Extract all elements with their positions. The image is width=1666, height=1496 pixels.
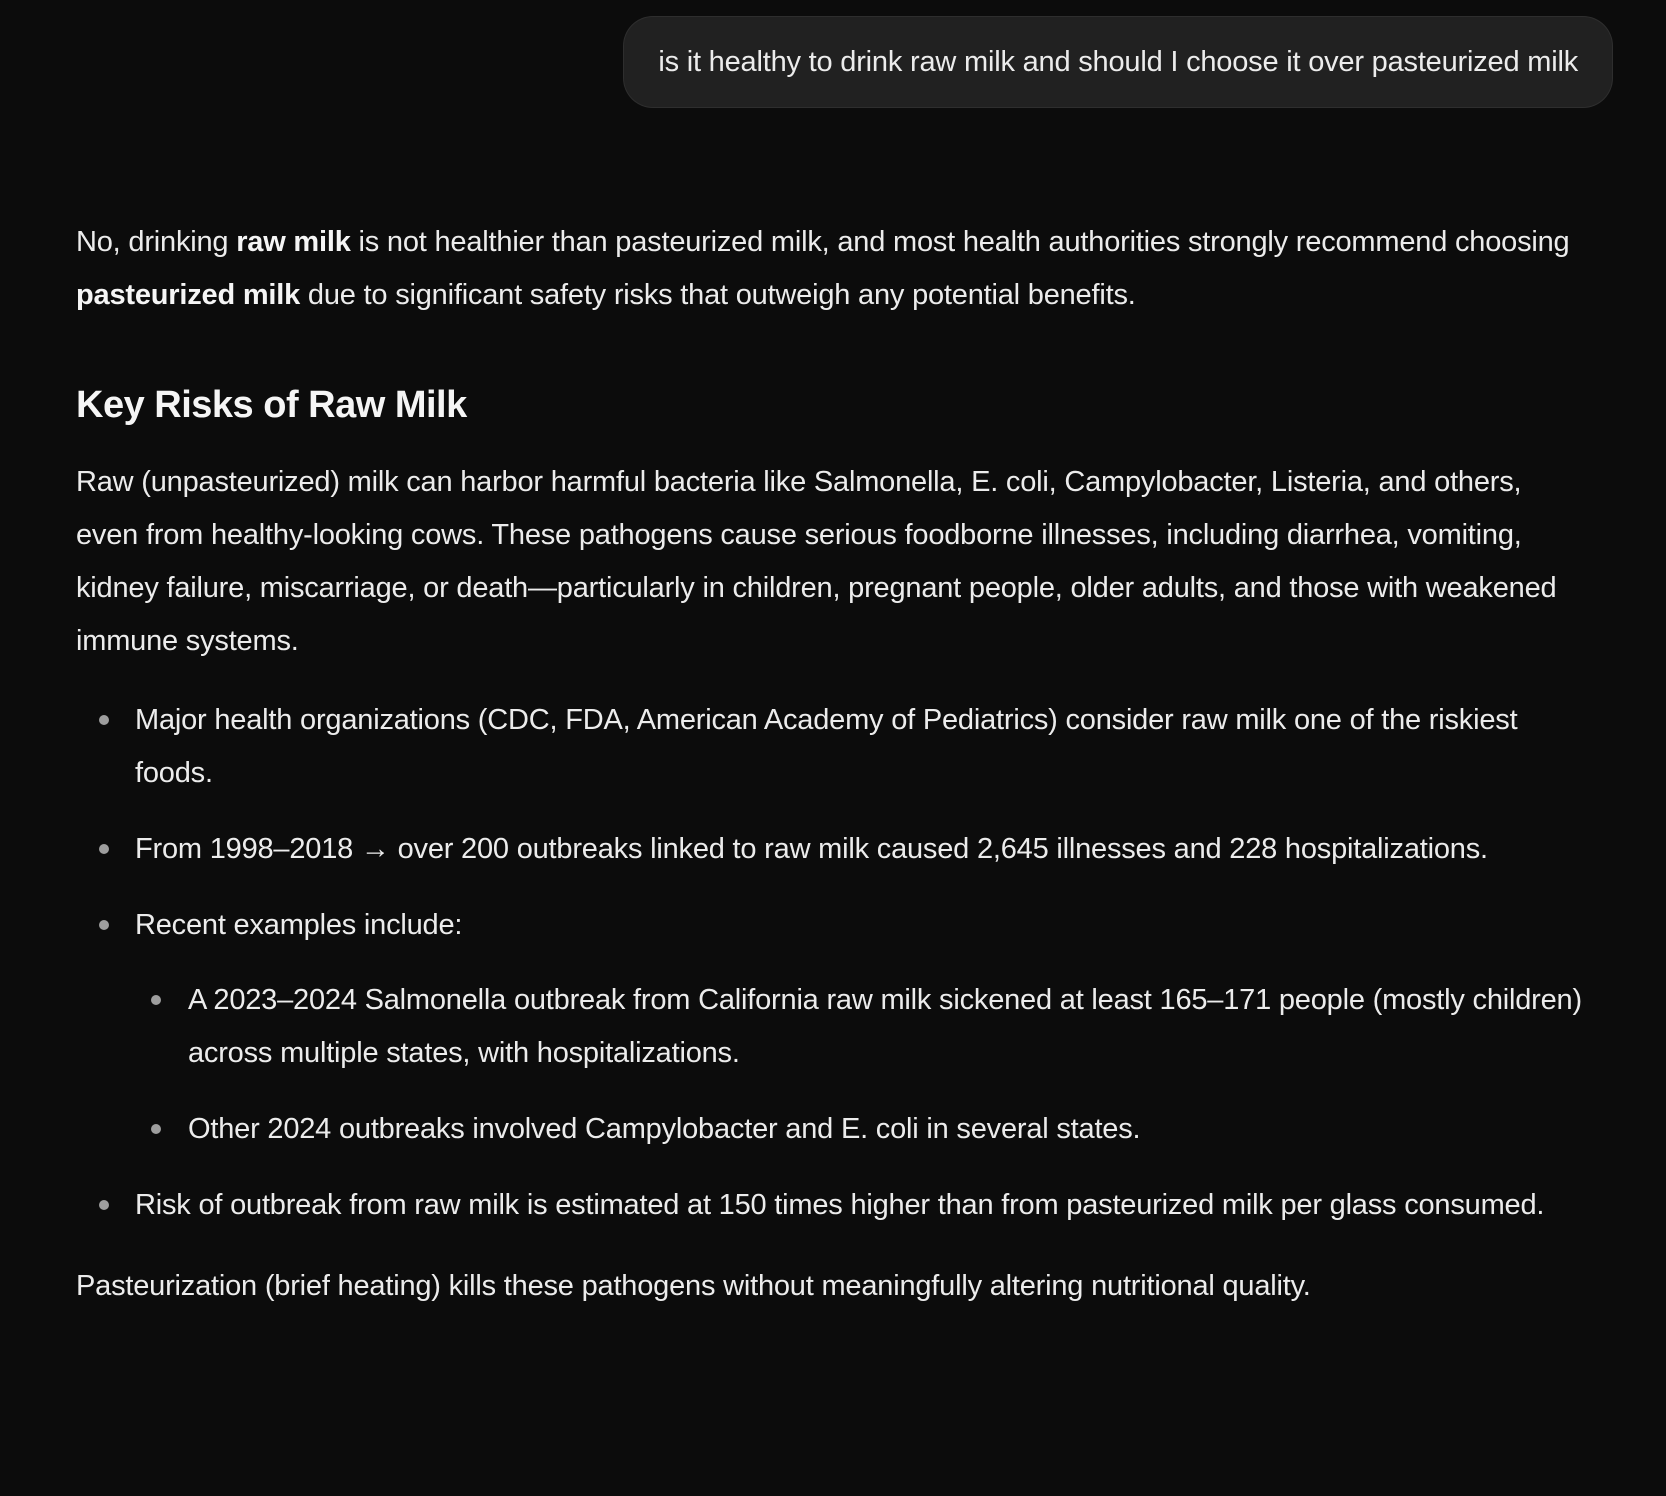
nested-list-item [135, 974, 1591, 1080]
closing-paragraph: Pasteurization (brief heating) kills these pathogens without meaningfully altering nutritional quality. [76, 1270, 1311, 1302]
intro-segment: No, drinking [76, 226, 237, 258]
list-item [76, 1179, 1591, 1232]
nested-list-item [135, 1103, 1591, 1156]
intro-paragraph [76, 216, 1591, 322]
list-item-text: Risk of outbreak from raw milk is estimated at 150 times higher than from pasteurized milk per glass consumed. [135, 1189, 1545, 1221]
risk-bullet-list [76, 694, 1591, 1232]
intro-segment-bold: raw milk [236, 226, 351, 258]
list-item [76, 823, 1591, 876]
assistant-message [76, 216, 1591, 1313]
intro-segment-bold: pasteurized milk [76, 279, 301, 311]
list-item-text: Other 2024 outbreaks involved Campylobacter and E. coli in several states. [188, 1113, 1141, 1145]
intro-segment: is not healthier than pasteurized milk, and most health authorities strongly recommend choosing [350, 226, 1570, 258]
list-item-text: Recent examples include: [135, 909, 463, 941]
risks-paragraph: Raw (unpasteurized) milk can harbor harmful bacteria like Salmonella, E. coli, Campylobacter, Listeria, and others, even from healthy-looking cows. These pathogens cause serious foodborne illnesses, including diarrhea, vomiting, kidney failure, miscarriage, or death—particularly in children, pregnant people, older adults, and those with weakened immune systems. [76, 466, 1557, 657]
list-item [76, 694, 1591, 800]
list-item-text: Major health organizations (CDC, FDA, American Academy of Pediatrics) consider raw milk one of the riskiest foods. [135, 704, 1518, 789]
intro-segment: due to significant safety risks that outweigh any potential benefits. [300, 279, 1136, 311]
section-heading: Key Risks of Raw Milk [76, 384, 467, 426]
list-item-text: A 2023–2024 Salmonella outbreak from California raw milk sickened at least 165–171 people (mostly children) across multiple states, with hospitalizations. [188, 984, 1582, 1069]
list-item-text: From 1998–2018 → over 200 outbreaks linked to raw milk caused 2,645 illnesses and 228 hospitalizations. [135, 833, 1488, 865]
nested-bullet-list [135, 974, 1591, 1156]
user-message-bubble: is it healthy to drink raw milk and should I choose it over pasteurized milk [623, 16, 1613, 108]
list-item [76, 899, 1591, 1156]
user-message-row [0, 0, 1666, 108]
